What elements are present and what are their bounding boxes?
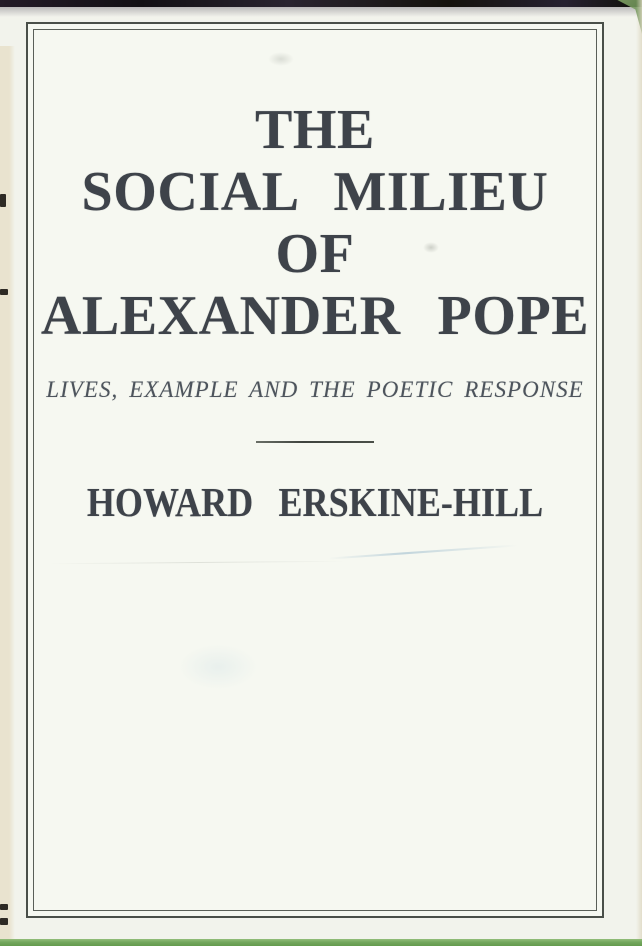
jacket-crease bbox=[48, 561, 348, 565]
title-line-3: OF bbox=[275, 223, 355, 285]
right-jacket-edge bbox=[636, 0, 642, 946]
title-line-4: ALEXANDER POPE bbox=[40, 285, 590, 347]
bottom-board-edge bbox=[0, 939, 642, 946]
top-edge-shadow bbox=[0, 7, 642, 17]
title-line-2: SOCIAL MILIEU bbox=[81, 161, 549, 223]
paper-smudge bbox=[178, 644, 258, 690]
stray-print-mark bbox=[0, 904, 8, 910]
book-title bbox=[28, 99, 602, 347]
stray-print-mark bbox=[0, 289, 8, 295]
stray-print-mark bbox=[0, 918, 8, 925]
paper-smudge bbox=[268, 52, 294, 66]
author-name: HOWARD ERSKINE-HILL bbox=[86, 479, 544, 525]
divider-rule bbox=[256, 441, 374, 443]
left-page-edge bbox=[0, 46, 15, 946]
title-line-1: THE bbox=[255, 99, 375, 161]
top-board-edge bbox=[0, 0, 642, 7]
jacket-crease bbox=[328, 544, 518, 559]
stray-print-mark bbox=[0, 194, 6, 207]
book-subtitle: LIVES, EXAMPLE AND THE POETIC RESPONSE bbox=[46, 377, 584, 402]
cover-frame bbox=[26, 22, 604, 918]
